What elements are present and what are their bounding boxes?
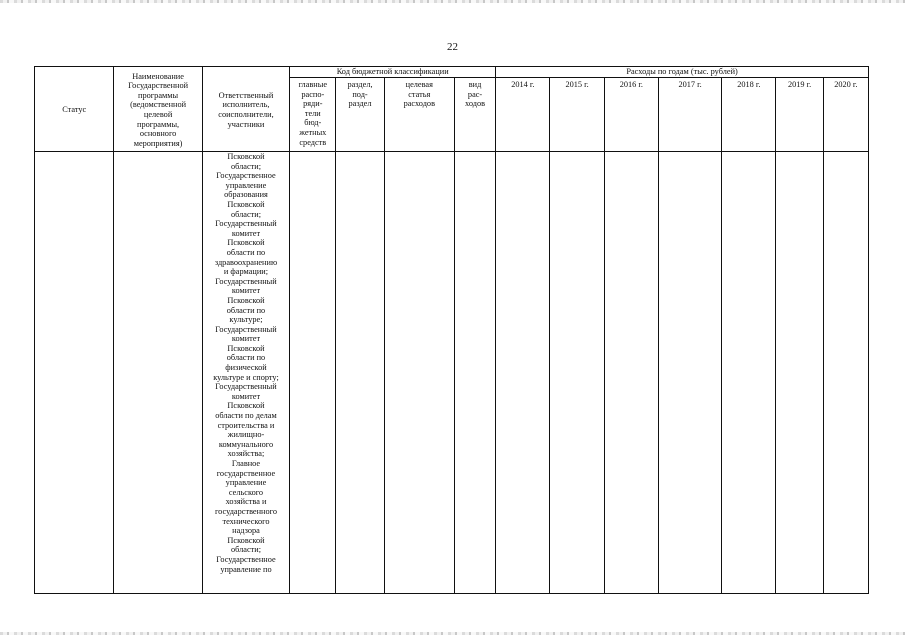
- header-status: Статус: [35, 67, 114, 152]
- cell-2016: [604, 152, 658, 594]
- cell-2014: [496, 152, 550, 594]
- scan-edge-top: [0, 0, 905, 3]
- header-year-2016: 2016 г.: [604, 78, 658, 152]
- cell-2019: [776, 152, 823, 594]
- header-year-2018: 2018 г.: [722, 78, 776, 152]
- header-year-2015: 2015 г.: [550, 78, 604, 152]
- header-expense-kind: вид рас- ходов: [454, 78, 495, 152]
- header-grbs: главные распо- ряди- тели бюд- жетных средств: [290, 78, 336, 152]
- table-row: [35, 152, 869, 594]
- cell-name: [114, 152, 202, 594]
- page-number: 22: [447, 41, 458, 53]
- header-executor: Ответственный исполнитель, соисполнители, участники: [202, 67, 289, 152]
- cell-executors: Псковской области; Государственное управление образования Псковской области; Государственный комитет Псковской области по здравоохранению и фармации; Государственный комитет Псковской области по культуре; Государственный комитет Псковской области по физической культуре и спорту; Государственный комитет Псковской области по делам строительства и жилищно- коммунального хозяйства; Главное государственное управление сельского хозяйства и государственного технического надзора Псковской области; Государственное управление по: [202, 152, 289, 594]
- budget-table: [34, 66, 869, 594]
- header-target-article: целевая статья расходов: [384, 78, 454, 152]
- cell-status: [35, 152, 114, 594]
- cell-2015: [550, 152, 604, 594]
- header-expenses-group: Расходы по годам (тыс. рублей): [496, 67, 869, 78]
- cell-2017: [658, 152, 721, 594]
- header-name: Наименование Государственной программы (ведомственной целевой программы, основного мероприятия): [114, 67, 202, 152]
- cell-grbs: [290, 152, 336, 594]
- cell-expense-kind: [454, 152, 495, 594]
- header-year-2020: 2020 г.: [823, 78, 868, 152]
- header-budget-code-group: Код бюджетной классификации: [290, 67, 496, 78]
- header-year-2017: 2017 г.: [658, 78, 721, 152]
- cell-2020: [823, 152, 868, 594]
- cell-2018: [722, 152, 776, 594]
- cell-target-article: [384, 152, 454, 594]
- cell-section: [336, 152, 384, 594]
- header-year-2019: 2019 г.: [776, 78, 823, 152]
- header-year-2014: 2014 г.: [496, 78, 550, 152]
- scan-edge-bottom: [0, 632, 905, 635]
- header-section: раздел, под- раздел: [336, 78, 384, 152]
